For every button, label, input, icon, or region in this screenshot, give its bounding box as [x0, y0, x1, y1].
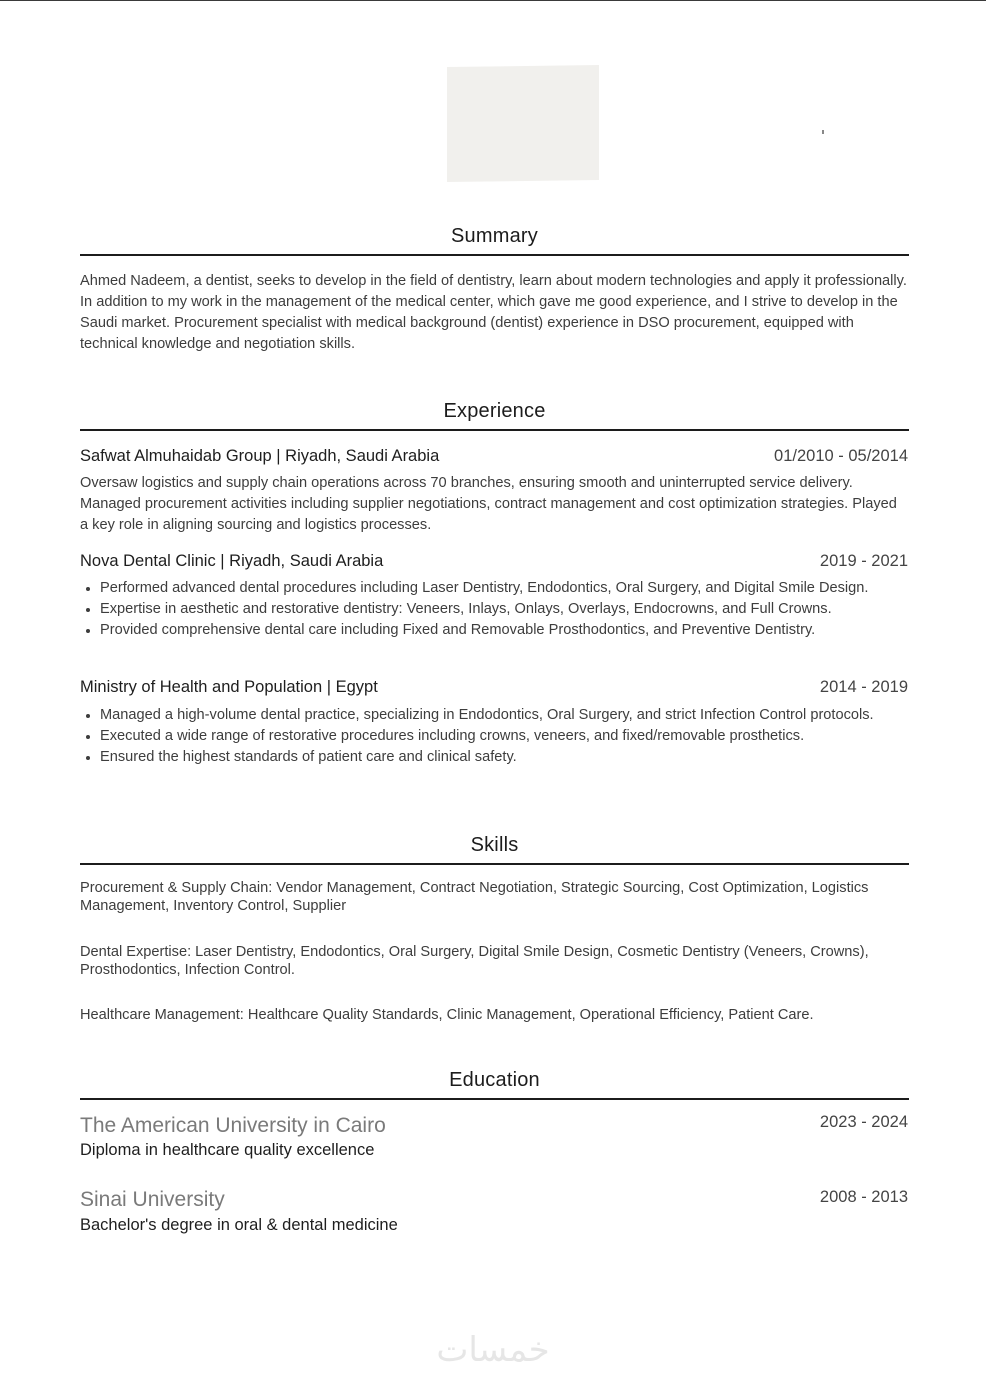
bullet-text: Ensured the highest standards of patient care and clinical safety.: [100, 749, 517, 765]
list-item: [80, 726, 909, 747]
bullet-icon: [86, 714, 90, 718]
job-dates: 01/2010 - 05/2014: [774, 447, 908, 465]
bullet-icon: [86, 587, 90, 591]
job-bullet-list: [80, 705, 909, 768]
skill-group: Procurement & Supply Chain: Vendor Management, Contract Negotiation, Strategic Sourcing, Cost Optimization, Logistics Management, Inventory Control, Supplier: [80, 880, 869, 914]
summary-rule: [80, 254, 909, 256]
education-dates: 2008 - 2013: [819, 1188, 908, 1206]
bullet-icon: [86, 629, 90, 633]
bullet-text: Executed a wide range of restorative procedures including crowns, veneers, and fixed/removable prosthetics.: [100, 728, 805, 744]
skill-group: Healthcare Management: Healthcare Quality Standards, Clinic Management, Operational Efficiency, Patient Care.: [80, 1007, 814, 1023]
job-title: Safwat Almuhaidab Group | Riyadh, Saudi Arabia: [80, 447, 440, 465]
job-bullet-list: [80, 578, 909, 641]
top-border: [0, 0, 986, 1]
job-header: [80, 447, 908, 469]
bullet-icon: [86, 608, 90, 612]
profile-photo-placeholder: [447, 65, 599, 182]
summary-text: Ahmed Nadeem, a dentist, seeks to develop in the field of dentistry, learn about modern technologies and apply it professionally. In addition to my work in the management of the medical center, which gave me good experience, and I strive to develop in the Saudi market. Procurement specialist with medical background (dentist) experience in DSO procurement, equipped with technical knowledge and negotiation skills.: [80, 273, 907, 352]
bullet-text: Provided comprehensive dental care including Fixed and Removable Prosthodontics, and Preventive Dentistry.: [100, 622, 816, 638]
education-rule: [80, 1098, 909, 1100]
job-header: [80, 678, 908, 700]
list-item: [80, 705, 909, 726]
bullet-text: Performed advanced dental procedures including Laser Dentistry, Endodontics, Oral Surgery, and Digital Smile Design.: [100, 580, 869, 596]
skills-heading: Skills: [470, 834, 519, 856]
watermark-logo: خمسات: [436, 1330, 550, 1370]
education-degree: Diploma in healthcare quality excellence: [80, 1141, 375, 1159]
education-school: The American University in Cairo: [80, 1114, 386, 1137]
job-dates: 2014 - 2019: [819, 678, 908, 696]
experience-heading: Experience: [443, 400, 546, 422]
bullet-text: Expertise in aesthetic and restorative dentistry: Veneers, Inlays, Onlays, Overlays, Endocrowns, and Full Crowns.: [100, 601, 832, 617]
bullet-icon: [86, 756, 90, 760]
bullet-text: Managed a high-volume dental practice, specializing in Endodontics, Oral Surgery, and strict Infection Control protocols.: [100, 707, 874, 723]
experience-rule: [80, 429, 909, 431]
list-item: [80, 747, 909, 768]
job-description: Oversaw logistics and supply chain operations across 70 branches, ensuring smooth and uninterrupted service delivery. Managed procurement activities including supplier negotiations, contract management and cost optimization strategies. Played a key role in aligning sourcing and logistics processes.: [80, 475, 897, 533]
list-item: [80, 578, 909, 599]
job-title: Ministry of Health and Population | Egypt: [80, 678, 378, 696]
job-header: [80, 552, 908, 574]
list-item: [80, 599, 909, 620]
bullet-icon: [86, 735, 90, 739]
job-title: Nova Dental Clinic | Riyadh, Saudi Arabia: [80, 552, 384, 570]
skills-rule: [80, 863, 909, 865]
education-school: Sinai University: [80, 1188, 225, 1211]
skill-group: Dental Expertise: Laser Dentistry, Endodontics, Oral Surgery, Digital Smile Design, Cosmetic Dentistry (Veneers, Crowns), Prosthodontics, Infection Control.: [80, 944, 869, 978]
education-degree: Bachelor's degree in oral & dental medicine: [80, 1216, 398, 1234]
decorative-mark: [822, 130, 824, 134]
education-dates: 2023 - 2024: [819, 1113, 908, 1131]
list-item: [80, 620, 909, 641]
job-dates: 2019 - 2021: [819, 552, 908, 570]
summary-heading: Summary: [451, 225, 538, 247]
education-heading: Education: [449, 1069, 540, 1091]
